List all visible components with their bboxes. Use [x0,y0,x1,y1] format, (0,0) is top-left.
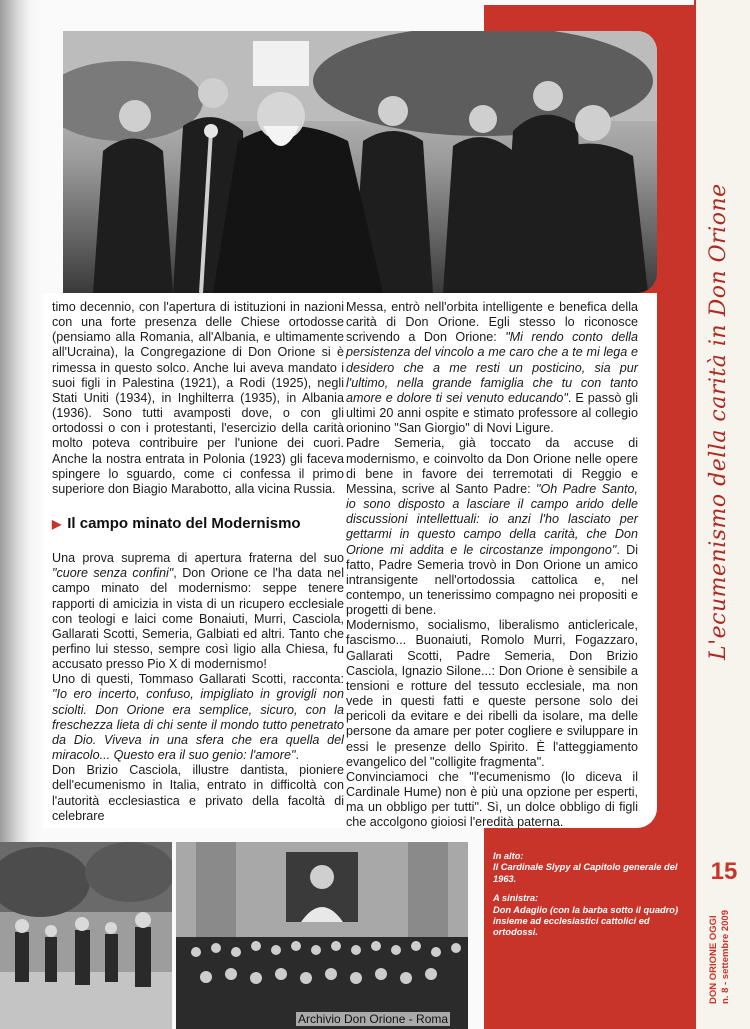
bottom-left-photo [0,842,172,1029]
paragraph [346,436,638,618]
caption-left [493,893,683,939]
quote-span: "cuore senza confini" [52,566,174,581]
photo-captions [493,851,683,947]
caption-top [493,851,683,885]
paragraph: Modernismo, socialismo, liberalismo anticlericale, fascismo... Buonaiuti, Romolo Murri, Fogazzaro, Gallarati Scotti, Padre Semeria, Don Brizio Casciola, Ignazio Silone...: Don Orione è sensibile a tensioni e rotture del tessuto ecclesiale, ma non vede in questi fatti e queste persone solo dei pericoli da evitare e dei ribelli da isolare, ma delle persone da amare per poter cogliere e sviluppare in essi le presenze dello Spirito. È l'atteggiamento evangelico del "colligite fragmenta". [346,618,638,769]
article-right-column [346,300,638,830]
bottom-right-photo [176,842,468,1029]
triangle-bullet-icon: ▶ [52,517,62,532]
outdoor-children-photo [0,842,172,1029]
magazine-name: DON ORIONE OGGI [708,915,719,1004]
section-heading [52,515,344,533]
text-span: Uno di questi, Tommaso Gallarati Scotti, racconta: [52,672,344,687]
article-left-column [52,300,344,824]
paragraph: Don Brizio Casciola, illustre dantista, pioniere dell'ecumenismo in Italia, entrato in difficoltà con l'autorità ecclesiastica e privato della facoltà di celebrare [52,763,344,823]
text-span: Una prova suprema di apertura fraterna del suo [52,551,344,566]
text-span: Messa, entrò nell'orbita intelligente e benefica della carità di Don Orione. Egli stesso lo riconosce scrivendo a Don Orione: [346,300,638,345]
section-heading-text: Il campo minato del Modernismo [67,515,301,533]
quote-span: "Io ero incerto, confuso, impigliato in grovigli non sciolti. Don Orione era semplice, sicuro, con la freschezza lieta di chi sente il mondo tutto penetrato da Dio. Viveva in una sfera che era quella del miracolo... Questo era il suo genio: l'amore" [52,687,344,763]
caption-heading: In alto: [493,851,524,861]
paragraph [52,551,344,672]
group-of-clergy-photo [63,31,657,293]
text-span: Padre Semeria, già toccato da accuse di modernismo, e coinvolto da Don Orione nelle opere di bene in favore dei terremotati di Reggio e Messina, scrive al Santo Padre: [346,436,638,496]
caption-heading: A sinistra: [493,893,539,904]
caption-text: Il Cardinale Slypy al Capitolo generale del 1963. [493,862,678,884]
quote-span: "Oh Padre Santo, io sono disposto a lasciare il campo arido delle discussioni intellettuali: io anzi l'ho lasciato per gettarmi in questo campo della carità, che Don Orione mi addita e le circostanze impongono" [346,481,638,557]
paragraph [52,672,344,763]
vertical-section-title: L'ecumenismo della carità in Don Orione [706,183,731,660]
text-span: , Don Orione ce l'ha data nel campo minato del modernismo: seppe tenere rapporti di amicizia in vista di un ricupero ecclesiale con teologi e laici come Bonaiuti, Murri, Casciola, Gallarati Scotti, Semeria, Galbiati ed altri. Tanto che perfino lui stesso, sempre così ligio alla Chiesa, fu accusato presso Pio X di modernismo! [52,566,344,672]
side-divider [694,0,696,1029]
issue-label: n. 8 - settembre 2009 [720,910,731,1004]
paragraph: Convinciamoci che "l'ecumenismo (lo diceva il Cardinale Hume) non è più una opzione per esperti, ma un obbligo per tutti". Sì, un dolce obbligo di figli che accolgono gioiosi l'eredità paterna. [346,769,638,830]
ecclesiastics-group-photo [176,842,468,1029]
quote-span: "Mi rendo conto della persistenza del vincolo a me caro che a te mi lega e desidero che a me resti un posticino, sia pur l'ultimo, nella grande famiglia che tu con tanto amore e dolore ti sei venuto educando" [346,330,638,405]
top-photo [63,31,657,293]
page-number: 15 [710,858,738,885]
text-span: . E passò gli ultimi 20 anni ospite e stimato professore al collegio orionino "San Giorgio" di Novi Ligure. [346,390,638,436]
archive-watermark: Archivio Don Orione - Roma [298,1012,449,1026]
caption-text: Don Adaglio (con la barba sotto il quadro) insieme ad ecclesiastici cattolici ed ortodossi. [493,904,679,938]
paragraph: timo decennio, con l'apertura di istituzioni in nazioni con una forte presenza delle Chiese ortodosse (pensiamo alla Romania, all'Albania, e ultimamente all'Ucraina), la Congregazione di Don Orione si è rimessa in questo solco. Anche lui aveva mandato i suoi figli in Palestina (1921), a Rodi (1925), negli Stati Uniti (1934), in Inghilterra (1935), in Albania (1936). Sono tutti avamposti dove, o con gli ortodossi o con i protestanti, l'esercizio della carità molto poteva contribuire per l'unione dei cuori. Anche la nostra entrata in Polonia (1923) gli faceva spingere lo sguardo, come ci confessa il primo superiore don Biagio Marabotto, alla vicina Russia. [52,300,344,496]
paragraph [346,300,638,436]
text-span: . [295,748,299,763]
text-span: . Di fatto, Padre Semeria trovò in Don Orione un amico intransigente nell'ortodossia cattolica e, nel contempo, un tenerissimo compagno nei propositi e progetti di bene. [346,542,639,618]
